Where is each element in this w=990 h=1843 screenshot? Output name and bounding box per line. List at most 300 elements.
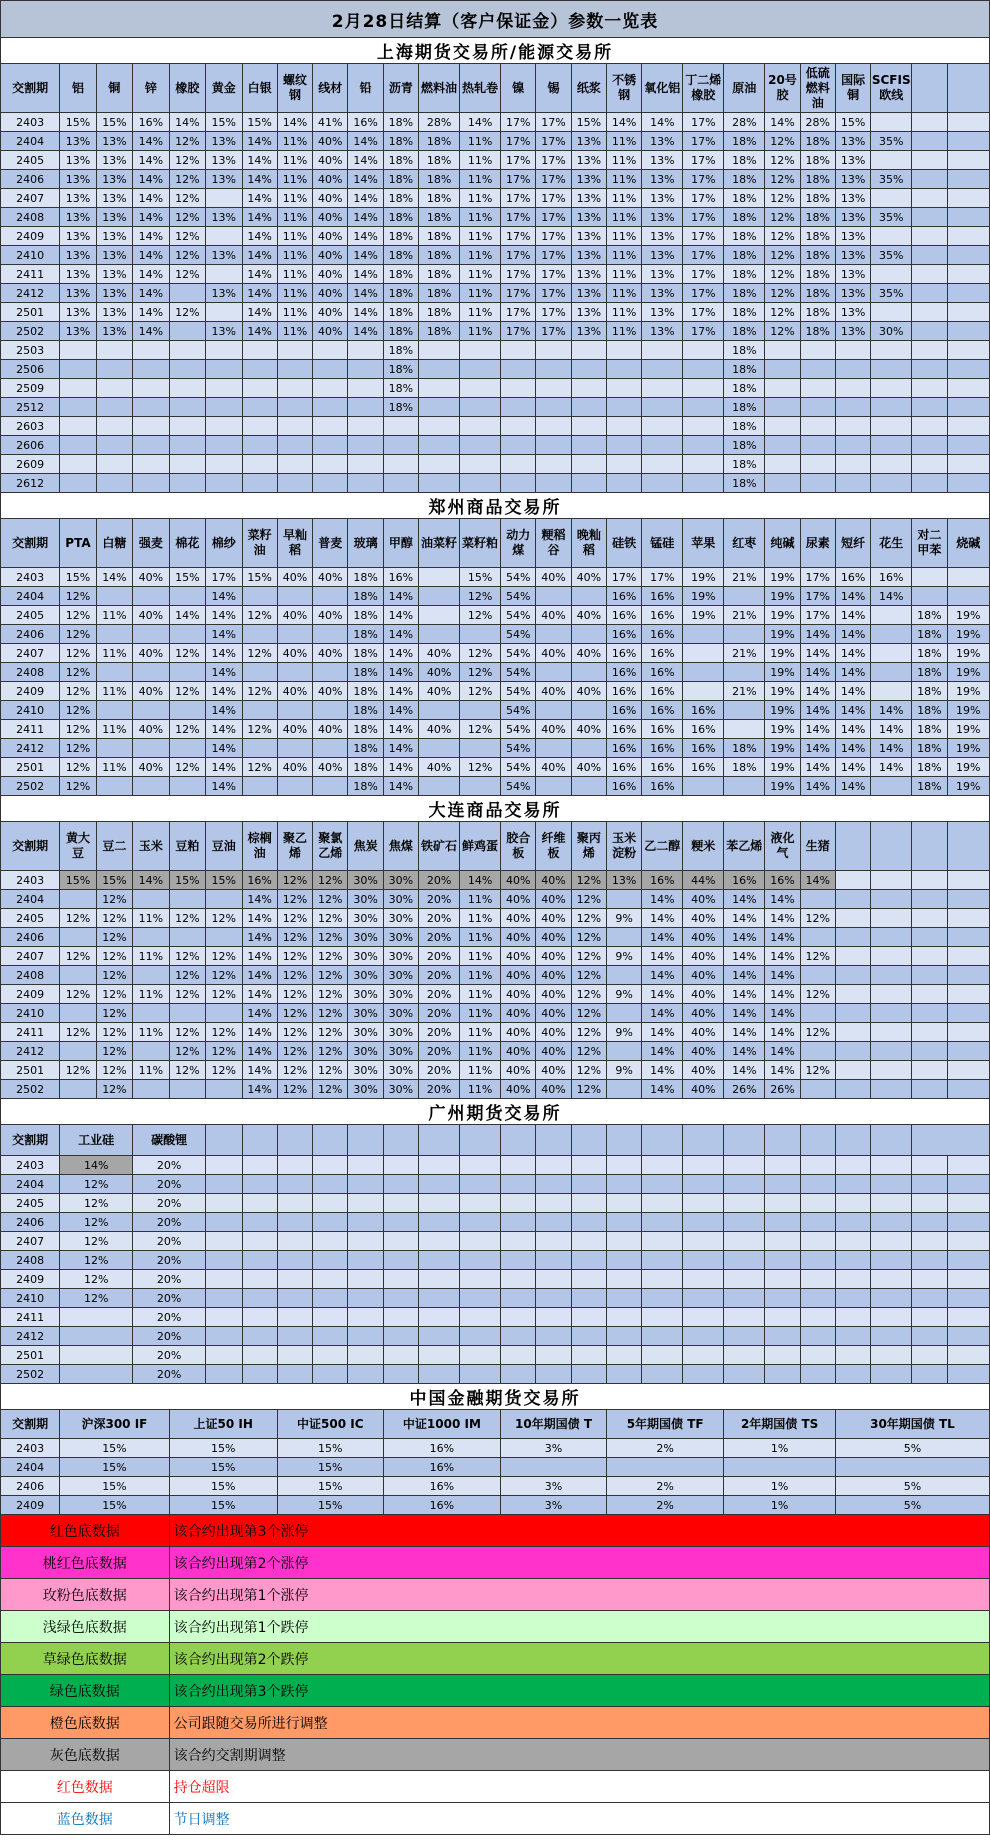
column-header: 交割期 <box>1 1125 60 1156</box>
margin-cell: 2% <box>607 1496 724 1515</box>
margin-cell <box>912 455 947 474</box>
margin-cell <box>501 417 536 436</box>
margin-cell: 13% <box>571 189 606 208</box>
margin-cell <box>133 474 169 493</box>
empty-cell <box>800 1156 835 1175</box>
margin-cell <box>683 360 724 379</box>
empty-cell <box>383 1308 418 1327</box>
margin-cell <box>419 568 460 587</box>
margin-cell: 16% <box>607 663 642 682</box>
empty-cell <box>642 1251 683 1270</box>
empty-cell <box>571 1365 606 1384</box>
margin-cell <box>912 284 947 303</box>
margin-cell: 30% <box>348 871 383 890</box>
margin-cell: 12% <box>460 720 501 739</box>
column-header: 10年期国债 T <box>501 1410 607 1439</box>
margin-cell <box>133 739 169 758</box>
margin-cell: 18% <box>419 170 460 189</box>
empty-cell <box>460 1213 501 1232</box>
table-row <box>1 303 990 322</box>
contract-month: 2409 <box>1 227 60 246</box>
margin-cell: 30% <box>383 1023 418 1042</box>
margin-cell: 12% <box>313 871 348 890</box>
margin-cell: 16% <box>607 758 642 777</box>
margin-cell: 11% <box>277 208 312 227</box>
margin-cell <box>683 379 724 398</box>
margin-cell <box>607 1004 642 1023</box>
column-header: 镍 <box>501 64 536 113</box>
margin-cell <box>835 966 870 985</box>
empty-cell <box>571 1327 606 1346</box>
legend-description: 该合约出现第2个涨停 <box>169 1547 989 1579</box>
margin-cell <box>60 455 96 474</box>
margin-cell: 30% <box>348 947 383 966</box>
margin-cell: 14% <box>871 701 912 720</box>
margin-cell <box>419 777 460 796</box>
margin-cell <box>947 928 989 947</box>
margin-cell <box>383 455 418 474</box>
margin-cell: 11% <box>277 322 312 341</box>
column-header <box>835 1125 870 1156</box>
margin-cell: 12% <box>169 132 205 151</box>
margin-cell: 18% <box>348 758 383 777</box>
margin-cell <box>947 1004 989 1023</box>
margin-cell <box>724 663 765 682</box>
margin-cell: 30% <box>348 1080 383 1099</box>
margin-cell <box>871 1061 912 1080</box>
margin-cell: 17% <box>536 113 571 132</box>
empty-cell <box>871 1175 912 1194</box>
contract-month: 2408 <box>1 1251 60 1270</box>
table-row <box>1 1232 990 1251</box>
empty-cell <box>501 1308 536 1327</box>
margin-cell <box>571 341 606 360</box>
column-header <box>835 822 870 871</box>
empty-cell <box>206 1289 242 1308</box>
margin-cell <box>348 398 383 417</box>
margin-cell: 12% <box>96 909 132 928</box>
table-row <box>1 777 990 796</box>
legend-row <box>1 1547 990 1579</box>
margin-cell: 12% <box>96 985 132 1004</box>
margin-cell: 11% <box>460 966 501 985</box>
margin-cell <box>96 777 132 796</box>
margin-cell <box>912 265 947 284</box>
margin-cell: 40% <box>133 682 169 701</box>
empty-cell <box>871 1213 912 1232</box>
column-header <box>800 1125 835 1156</box>
empty-cell <box>571 1308 606 1327</box>
margin-cell: 9% <box>607 1061 642 1080</box>
margin-cell: 14% <box>206 682 242 701</box>
margin-cell: 11% <box>607 303 642 322</box>
empty-cell <box>571 1194 606 1213</box>
margin-cell: 11% <box>277 189 312 208</box>
table-row <box>1 360 990 379</box>
margin-cell: 14% <box>871 758 912 777</box>
legend-row <box>1 1611 990 1643</box>
margin-cell: 12% <box>60 720 96 739</box>
margin-cell <box>460 474 501 493</box>
margin-cell: 12% <box>277 1080 312 1099</box>
margin-cell <box>133 1004 169 1023</box>
margin-cell: 15% <box>60 1458 169 1477</box>
margin-cell: 12% <box>60 1251 133 1270</box>
empty-cell <box>460 1327 501 1346</box>
empty-cell <box>947 1156 989 1175</box>
column-header: 聚乙烯 <box>277 822 312 871</box>
margin-cell: 35% <box>871 208 912 227</box>
empty-cell <box>313 1365 348 1384</box>
margin-cell: 21% <box>724 644 765 663</box>
margin-cell: 54% <box>501 720 536 739</box>
margin-cell: 12% <box>313 1023 348 1042</box>
empty-cell <box>607 1251 642 1270</box>
margin-cell <box>800 1004 835 1023</box>
margin-cell: 17% <box>501 208 536 227</box>
empty-cell <box>419 1213 460 1232</box>
empty-cell <box>947 284 989 303</box>
column-header <box>765 1125 800 1156</box>
margin-cell: 40% <box>683 890 724 909</box>
margin-cell: 14% <box>169 606 205 625</box>
margin-cell <box>607 379 642 398</box>
margin-cell: 18% <box>419 246 460 265</box>
margin-cell: 14% <box>206 777 242 796</box>
margin-cell: 12% <box>169 208 205 227</box>
column-header <box>912 822 947 871</box>
margin-cell <box>765 360 800 379</box>
margin-cell: 20% <box>419 966 460 985</box>
margin-cell: 16% <box>642 720 683 739</box>
margin-cell <box>947 966 989 985</box>
margin-cell: 40% <box>501 890 536 909</box>
empty-cell <box>383 1270 418 1289</box>
column-header: 对二甲苯 <box>912 519 947 568</box>
margin-cell: 12% <box>765 265 800 284</box>
margin-cell: 18% <box>912 739 947 758</box>
margin-cell: 40% <box>277 606 312 625</box>
column-header: 花生 <box>871 519 912 568</box>
margin-cell <box>60 379 96 398</box>
margin-cell <box>571 663 606 682</box>
margin-cell: 12% <box>277 890 312 909</box>
margin-cell: 12% <box>60 682 96 701</box>
margin-cell: 40% <box>536 1061 571 1080</box>
margin-cell: 14% <box>206 739 242 758</box>
margin-cell <box>242 625 277 644</box>
legend-label: 橙色底数据 <box>1 1707 170 1739</box>
margin-cell <box>206 379 242 398</box>
empty-cell <box>947 303 989 322</box>
margin-cell: 19% <box>765 758 800 777</box>
column-header <box>242 1125 277 1156</box>
margin-cell <box>947 985 989 1004</box>
margin-cell: 19% <box>765 587 800 606</box>
margin-cell: 35% <box>871 170 912 189</box>
margin-cell: 18% <box>383 265 418 284</box>
margin-cell <box>871 151 912 170</box>
margin-cell: 40% <box>536 720 571 739</box>
empty-cell <box>800 1251 835 1270</box>
margin-cell: 13% <box>571 322 606 341</box>
margin-cell <box>947 890 989 909</box>
margin-cell <box>947 1023 989 1042</box>
margin-cell: 18% <box>419 303 460 322</box>
legend-description: 节日调整 <box>169 1803 989 1835</box>
legend-description: 该合约出现第1个涨停 <box>169 1579 989 1611</box>
margin-cell: 40% <box>683 909 724 928</box>
margin-cell <box>912 985 947 1004</box>
margin-cell <box>169 777 205 796</box>
margin-cell: 40% <box>536 606 571 625</box>
contract-month: 2405 <box>1 909 60 928</box>
contract-month: 2403 <box>1 568 60 587</box>
table-row <box>1 455 990 474</box>
empty-cell <box>348 1346 383 1365</box>
margin-cell: 17% <box>536 246 571 265</box>
margin-cell: 40% <box>313 189 348 208</box>
margin-cell: 14% <box>835 663 870 682</box>
column-header: 棕榈油 <box>242 822 277 871</box>
column-header: 原油 <box>724 64 765 113</box>
margin-cell: 54% <box>501 682 536 701</box>
margin-cell: 13% <box>206 322 242 341</box>
empty-cell <box>313 1175 348 1194</box>
margin-cell <box>383 417 418 436</box>
margin-cell: 14% <box>642 928 683 947</box>
margin-cell <box>419 474 460 493</box>
margin-cell: 11% <box>460 909 501 928</box>
margin-cell: 14% <box>383 720 418 739</box>
margin-cell: 11% <box>607 132 642 151</box>
margin-cell: 40% <box>536 1042 571 1061</box>
margin-cell: 19% <box>947 758 989 777</box>
margin-cell <box>912 947 947 966</box>
margin-cell <box>133 1042 169 1061</box>
margin-cell: 18% <box>724 398 765 417</box>
margin-cell: 12% <box>96 1023 132 1042</box>
margin-cell: 40% <box>313 303 348 322</box>
margin-cell: 18% <box>419 208 460 227</box>
column-header: 鲜鸡蛋 <box>460 822 501 871</box>
margin-cell <box>383 474 418 493</box>
margin-cell: 15% <box>169 1439 277 1458</box>
margin-cell: 19% <box>947 739 989 758</box>
margin-cell: 14% <box>871 739 912 758</box>
column-header: 液化气 <box>765 822 800 871</box>
margin-cell: 20% <box>419 928 460 947</box>
margin-cell <box>277 455 312 474</box>
margin-cell <box>607 455 642 474</box>
margin-cell <box>313 379 348 398</box>
legend-label: 绿色底数据 <box>1 1675 170 1707</box>
empty-cell <box>683 1308 724 1327</box>
margin-cell: 40% <box>536 644 571 663</box>
margin-cell <box>277 701 312 720</box>
empty-cell <box>607 1346 642 1365</box>
margin-cell <box>277 398 312 417</box>
column-header <box>383 1125 418 1156</box>
contract-month: 2409 <box>1 682 60 701</box>
margin-cell: 16% <box>642 739 683 758</box>
empty-cell <box>642 1213 683 1232</box>
margin-cell: 15% <box>169 568 205 587</box>
column-header: 焦炭 <box>348 822 383 871</box>
margin-cell: 30% <box>383 1061 418 1080</box>
margin-cell <box>60 1080 96 1099</box>
margin-cell <box>277 663 312 682</box>
margin-cell: 14% <box>206 720 242 739</box>
table-row <box>1 1156 990 1175</box>
margin-cell <box>871 947 912 966</box>
margin-cell <box>206 436 242 455</box>
empty-cell <box>277 1308 312 1327</box>
margin-cell: 14% <box>765 1061 800 1080</box>
margin-cell: 17% <box>501 151 536 170</box>
margin-cell <box>242 587 277 606</box>
margin-cell: 14% <box>383 625 418 644</box>
margin-cell <box>242 474 277 493</box>
margin-cell: 12% <box>206 966 242 985</box>
empty-cell <box>835 1346 870 1365</box>
margin-cell <box>912 474 947 493</box>
empty-cell <box>765 1232 800 1251</box>
margin-cell: 14% <box>642 909 683 928</box>
margin-cell: 35% <box>871 284 912 303</box>
margin-cell: 20% <box>133 1251 206 1270</box>
margin-cell <box>683 417 724 436</box>
margin-cell <box>871 455 912 474</box>
empty-cell <box>242 1156 277 1175</box>
contract-month: 2407 <box>1 644 60 663</box>
margin-cell <box>536 360 571 379</box>
margin-cell: 40% <box>277 644 312 663</box>
margin-cell <box>313 455 348 474</box>
table-row <box>1 1042 990 1061</box>
margin-cell <box>947 1061 989 1080</box>
margin-cell: 13% <box>835 303 870 322</box>
margin-cell: 14% <box>871 720 912 739</box>
margin-cell: 2% <box>607 1439 724 1458</box>
margin-cell: 14% <box>724 947 765 966</box>
empty-cell <box>607 1365 642 1384</box>
margin-cell: 18% <box>800 132 835 151</box>
margin-cell: 17% <box>800 568 835 587</box>
margin-cell: 12% <box>460 682 501 701</box>
margin-cell: 18% <box>800 322 835 341</box>
margin-cell: 12% <box>169 947 205 966</box>
empty-cell <box>607 1175 642 1194</box>
margin-cell: 14% <box>242 208 277 227</box>
margin-cell: 14% <box>835 625 870 644</box>
margin-cell: 19% <box>683 568 724 587</box>
empty-cell <box>460 1308 501 1327</box>
margin-cell <box>313 417 348 436</box>
margin-cell: 11% <box>96 644 132 663</box>
column-header: 铁矿石 <box>419 822 460 871</box>
table-row <box>1 644 990 663</box>
margin-cell: 13% <box>642 284 683 303</box>
page-title: 2月28日结算（客户保证金）参数一览表 <box>1 1 990 38</box>
margin-cell: 12% <box>169 644 205 663</box>
contract-month: 2412 <box>1 1042 60 1061</box>
empty-cell <box>383 1194 418 1213</box>
empty-cell <box>871 1289 912 1308</box>
margin-cell: 14% <box>96 568 132 587</box>
margin-cell: 12% <box>169 985 205 1004</box>
gfex-section-title: 广州期货交易所 <box>1 1099 990 1125</box>
margin-cell: 13% <box>571 284 606 303</box>
legend-row <box>1 1771 990 1803</box>
margin-cell: 14% <box>800 644 835 663</box>
margin-cell: 18% <box>419 322 460 341</box>
empty-cell <box>683 1194 724 1213</box>
margin-cell: 12% <box>571 871 606 890</box>
empty-cell <box>242 1308 277 1327</box>
margin-cell: 11% <box>133 909 169 928</box>
margin-cell: 14% <box>835 701 870 720</box>
margin-cell: 40% <box>536 890 571 909</box>
margin-cell <box>642 379 683 398</box>
margin-cell <box>133 417 169 436</box>
margin-cell: 13% <box>96 189 132 208</box>
margin-cell: 17% <box>683 170 724 189</box>
margin-cell <box>912 322 947 341</box>
empty-cell <box>242 1289 277 1308</box>
margin-cell <box>460 739 501 758</box>
empty-cell <box>536 1251 571 1270</box>
margin-cell <box>536 417 571 436</box>
margin-cell: 18% <box>724 436 765 455</box>
margin-cell: 13% <box>571 151 606 170</box>
margin-cell: 12% <box>277 966 312 985</box>
empty-cell <box>536 1289 571 1308</box>
margin-cell <box>871 1004 912 1023</box>
empty-cell <box>501 1289 536 1308</box>
margin-cell: 20% <box>133 1346 206 1365</box>
margin-cell <box>800 436 835 455</box>
empty-cell <box>947 1270 989 1289</box>
margin-cell: 14% <box>383 606 418 625</box>
column-header: 动力煤 <box>501 519 536 568</box>
margin-cell: 13% <box>835 151 870 170</box>
empty-cell <box>277 1194 312 1213</box>
empty-cell <box>835 1270 870 1289</box>
margin-cell <box>835 1004 870 1023</box>
margin-cell: 11% <box>460 265 501 284</box>
margin-cell <box>60 1004 96 1023</box>
margin-cell: 54% <box>501 625 536 644</box>
margin-cell: 16% <box>607 701 642 720</box>
margin-cell <box>800 379 835 398</box>
column-header: 中证500 IC <box>277 1410 383 1439</box>
margin-cell: 14% <box>206 758 242 777</box>
margin-cell: 40% <box>683 1061 724 1080</box>
margin-cell: 14% <box>607 113 642 132</box>
table-row <box>1 1175 990 1194</box>
margin-cell: 11% <box>607 151 642 170</box>
table-row <box>1 1213 990 1232</box>
margin-cell: 15% <box>169 1477 277 1496</box>
margin-cell: 12% <box>460 663 501 682</box>
column-header: 粳稻谷 <box>536 519 571 568</box>
margin-cell: 12% <box>96 1042 132 1061</box>
margin-cell: 40% <box>501 909 536 928</box>
column-header: 沪深300 IF <box>60 1410 169 1439</box>
margin-cell: 54% <box>501 587 536 606</box>
margin-cell <box>242 663 277 682</box>
